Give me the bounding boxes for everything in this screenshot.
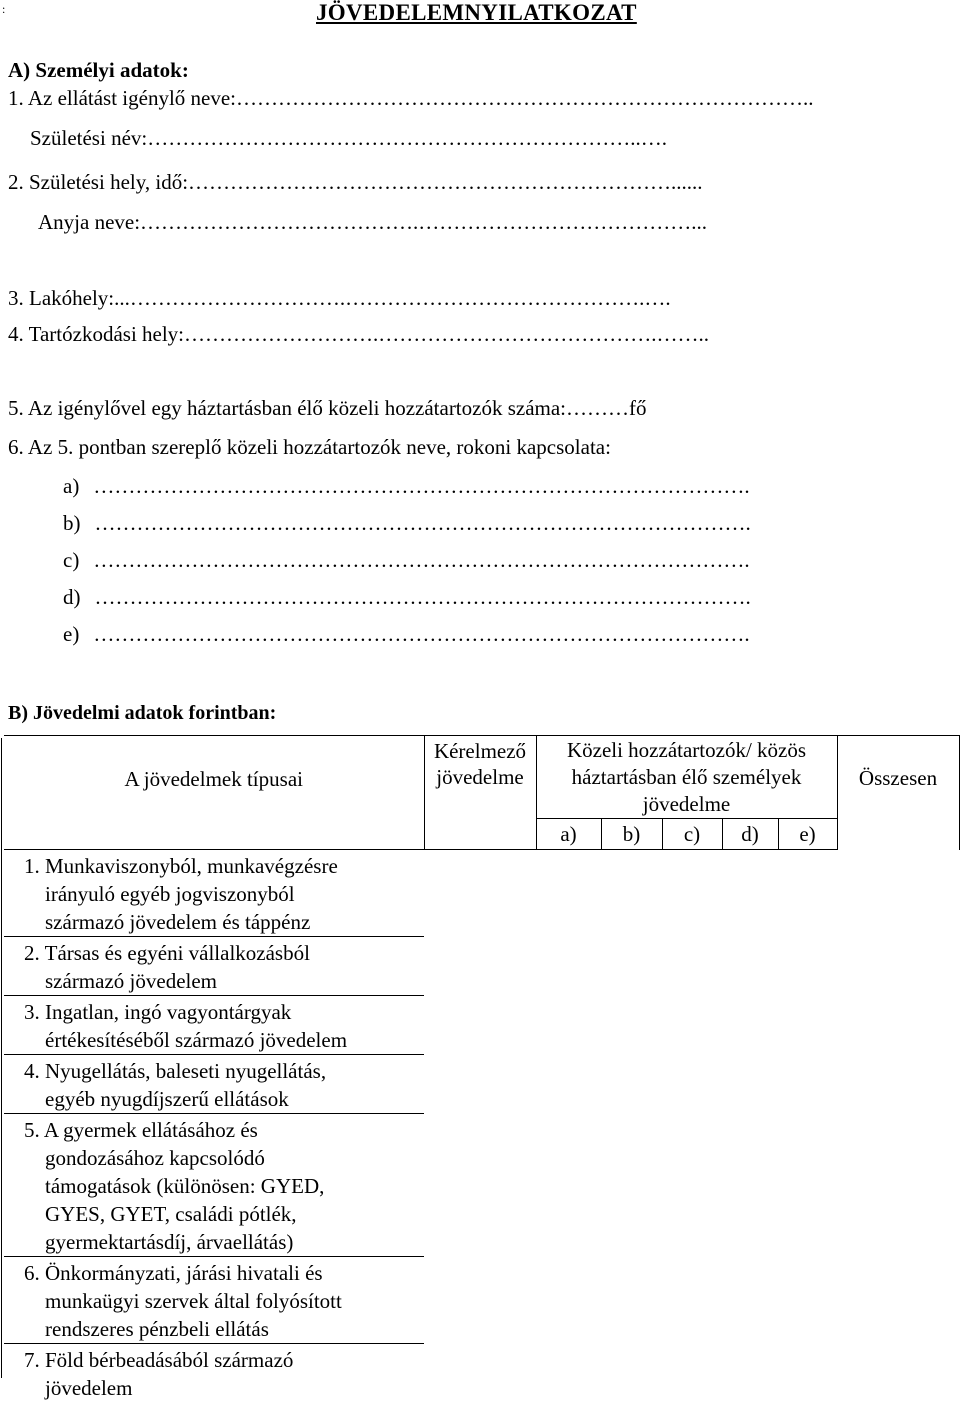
table-row (4, 1344, 959, 1402)
income-type-label-cont: gondozásához kapcsolódó (24, 1144, 424, 1172)
personal-line-7[interactable] (8, 396, 647, 421)
income-type-label-cont: értékesítéséből származó jövedelem (24, 1026, 424, 1054)
income-type-label-cont: gyermektartásdíj, árvaellátás) (24, 1228, 424, 1256)
line-label: 5. Az igénylővel egy háztartásban élő közeli hozzátartozók száma: (8, 396, 566, 420)
line-dots: ……………………………………………………………………….. (236, 86, 814, 110)
income-type-label: 5. A gyermek ellátásához és (24, 1118, 258, 1142)
header-relative-c: c) (662, 819, 722, 850)
line-label: 1. Az ellátást igénylő neve: (8, 86, 236, 110)
income-type-cell (4, 937, 424, 996)
table-row (4, 1114, 959, 1257)
relative-dots: …………………………………………………………………………………. (93, 622, 749, 646)
income-type-label-cont: irányuló egyéb jogviszonyból (24, 880, 424, 908)
income-type-cell (4, 996, 424, 1055)
relative-label: b) (63, 511, 81, 535)
personal-line-6[interactable] (8, 322, 709, 347)
relative-dots: …………………………………………………………………………………. (93, 474, 749, 498)
header-relative-a: a) (536, 819, 601, 850)
line-dots: ………………………………….…………………………………... (140, 210, 707, 234)
relative-dots: …………………………………………………………………………………. (93, 548, 749, 572)
line-label: 3. Lakóhely: (8, 286, 114, 310)
line-dots: ……………………….………………………………….…….. (184, 322, 709, 346)
page-title: JÖVEDELEMNYILATKOZAT (316, 0, 637, 26)
relative-line-b[interactable] (63, 511, 751, 536)
income-type-label-cont: származó jövedelem és táppénz (24, 908, 424, 936)
line-label: 4. Tartózkodási hely: (8, 322, 184, 346)
income-type-cell (4, 1055, 424, 1114)
relative-dots: …………………………………………………………………………………. (95, 585, 751, 609)
income-type-label: 1. Munkaviszonyból, munkavégzésre (24, 854, 338, 878)
relative-label: c) (63, 548, 79, 572)
header-applicant-income: Kérelmező jövedelme (424, 736, 536, 850)
income-type-label: 2. Társas és egyéni vállalkozásból (24, 941, 310, 965)
relative-dots: …………………………………………………………………………………. (95, 511, 751, 535)
relative-label: e) (63, 622, 79, 646)
income-type-label: 6. Önkormányzati, járási hivatali és (24, 1261, 323, 1285)
relative-line-d[interactable] (63, 585, 751, 610)
header-relative-e: e) (778, 819, 837, 850)
relative-label: d) (63, 585, 81, 609)
personal-line-8[interactable] (8, 435, 611, 460)
table-row (4, 1257, 959, 1344)
personal-line-2[interactable] (30, 126, 667, 151)
income-type-label-cont: származó jövedelem (24, 967, 424, 995)
header-relatives-income: Közeli hozzátartozók/ közös háztartásban élő személyek jövedelme (536, 736, 837, 819)
table-row (4, 850, 959, 937)
section-a-heading: A) Személyi adatok: (8, 58, 189, 83)
line-label: Anyja neve: (38, 210, 140, 234)
line-dots: ……………………………………………………………...... (188, 170, 703, 194)
section-b-heading: B) Jövedelmi adatok forintban: (8, 702, 276, 725)
line-label: 6. Az 5. pontban szereplő közeli hozzátartozók neve, rokoni kapcsolata: (8, 435, 611, 459)
header-relative-b: b) (601, 819, 662, 850)
corner-mark: : (2, 2, 5, 17)
personal-line-1[interactable] (8, 86, 814, 111)
line-suffix: fő (629, 396, 647, 420)
table-row (4, 937, 959, 996)
income-type-label-cont: jövedelem (24, 1374, 424, 1402)
header-relative-d: d) (722, 819, 778, 850)
line-dots: ...………………………….…………………………………….…. (114, 286, 671, 310)
income-type-label: 7. Föld bérbeadásából származó (24, 1348, 293, 1372)
table-row (4, 996, 959, 1055)
personal-line-5[interactable] (8, 286, 671, 311)
income-type-cell (4, 850, 424, 937)
personal-line-3[interactable] (8, 170, 703, 195)
income-type-cell (4, 1257, 424, 1344)
income-type-label-cont: egyéb nyugdíjszerű ellátások (24, 1085, 424, 1113)
line-label: 2. Születési hely, idő: (8, 170, 188, 194)
income-type-label-cont: támogatások (különösen: GYED, (24, 1172, 424, 1200)
line-label: Születési név: (30, 126, 147, 150)
relative-label: a) (63, 474, 79, 498)
table-row (4, 1055, 959, 1114)
header-total: Összesen (837, 736, 959, 850)
income-type-cell (4, 1344, 424, 1402)
relative-line-a[interactable] (63, 474, 750, 499)
income-type-label: 3. Ingatlan, ingó vagyontárgyak (24, 1000, 291, 1024)
income-type-label-cont: munkaügyi szervek által folyósított (24, 1287, 424, 1315)
income-table (4, 735, 960, 1402)
personal-line-4[interactable] (38, 210, 707, 235)
relative-line-e[interactable] (63, 622, 750, 647)
income-type-label: 4. Nyugellátás, baleseti nyugellátás, (24, 1059, 326, 1083)
table-left-border (1, 738, 8, 1378)
relative-line-c[interactable] (63, 548, 750, 573)
line-dots: ……………………………………………………………..…. (147, 126, 667, 150)
line-dots: ……… (566, 396, 629, 420)
income-type-cell (4, 1114, 424, 1257)
income-type-label-cont: rendszeres pénzbeli ellátás (24, 1315, 424, 1343)
income-type-label-cont: GYES, GYET, családi pótlék, (24, 1200, 424, 1228)
header-income-type: A jövedelmek típusai (4, 736, 424, 850)
